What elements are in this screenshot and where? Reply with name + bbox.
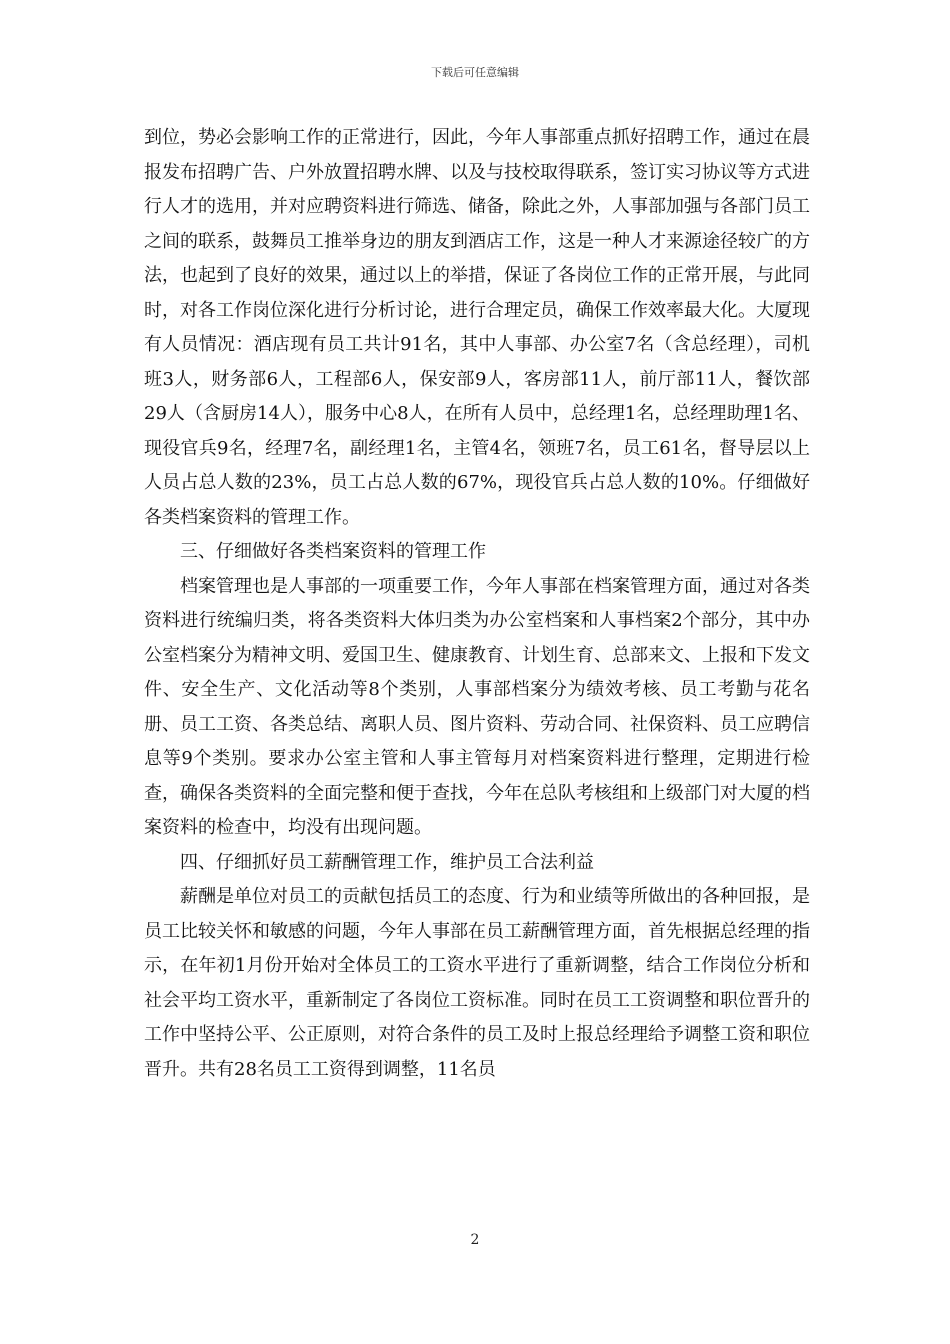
document-body: [144, 121, 810, 1087]
header-note: 下载后可任意编辑: [431, 66, 519, 79]
section-heading-4: 四、仔细抓好员工薪酬管理工作，维护员工合法利益: [180, 851, 594, 873]
page-number: 2: [470, 1232, 480, 1248]
paragraph-continuation: 到位，势必会影响工作的正常进行，因此，今年人事部重点抓好招聘工作，通过在晨报发布招聘广告、户外放置招聘水牌、以及与技校取得联系，签订实习协议等方式进行人才的选用，并对应聘资料进行筛选、储备，除此之外，人事部加强与各部门员工之间的联系，鼓舞员工推举身边的朋友到酒店工作，这是一种人才来源途径较广的方法，也起到了良好的效果，通过以上的举措，保证了各岗位工作的正常开展，与此同时，对各工作岗位深化进行分析讨论，进行合理定员，确保工作效率最大化。大厦现有人员情况：酒店现有员工共计91名，其中人事部、办公室7名（含总经理），司机班3人，财务部6人，工程部6人，保安部9人，客房部11人，前厅部11人，餐饮部29人（含厨房14人），服务中心8人，在所有人员中，总经理1名，总经理助理1名、现役官兵9名，经理7名，副经理1名，主管4名，领班7名，员工61名，督导层以上人员占总人数的23%，员工占总人数的67%，现役官兵占总人数的10%。仔细做好各类档案资料的管理工作。: [144, 127, 810, 528]
section-heading-3: 三、仔细做好各类档案资料的管理工作: [180, 541, 486, 562]
paragraph-salary-management: 薪酬是单位对员工的贡献包括员工的态度、行为和业绩等所做出的各种回报，是员工比较关怀和敏感的问题，今年人事部在员工薪酬管理方面，首先根据总经理的指示，在年初1月份开始对全体员工的工资水平进行了重新调整，结合工作岗位分析和社会平均工资水平，重新制定了各岗位工资标准。同时在员工工资调整和职位晋升的工作中坚持公平、公正原则，对符合条件的员工及时上报总经理给予调整工资和职位晋升。共有28名员工工资得到调整，11名员: [144, 886, 810, 1080]
paragraph-archive-management: 档案管理也是人事部的一项重要工作，今年人事部在档案管理方面，通过对各类资料进行统编归类，将各类资料大体归类为办公室档案和人事档案2个部分，其中办公室档案分为精神文明、爱国卫生、健康教育、计划生育、总部来文、上报和下发文件、安全生产、文化活动等8个类别，人事部档案分为绩效考核、员工考勤与花名册、员工工资、各类总结、离职人员、图片资料、劳动合同、社保资料、员工应聘信息等9个类别。要求办公室主管和人事主管每月对档案资料进行整理，定期进行检查，确保各类资料的全面完整和便于查找，今年在总队考核组和上级部门对大厦的档案资料的检查中，均没有出现问题。: [144, 575, 810, 838]
